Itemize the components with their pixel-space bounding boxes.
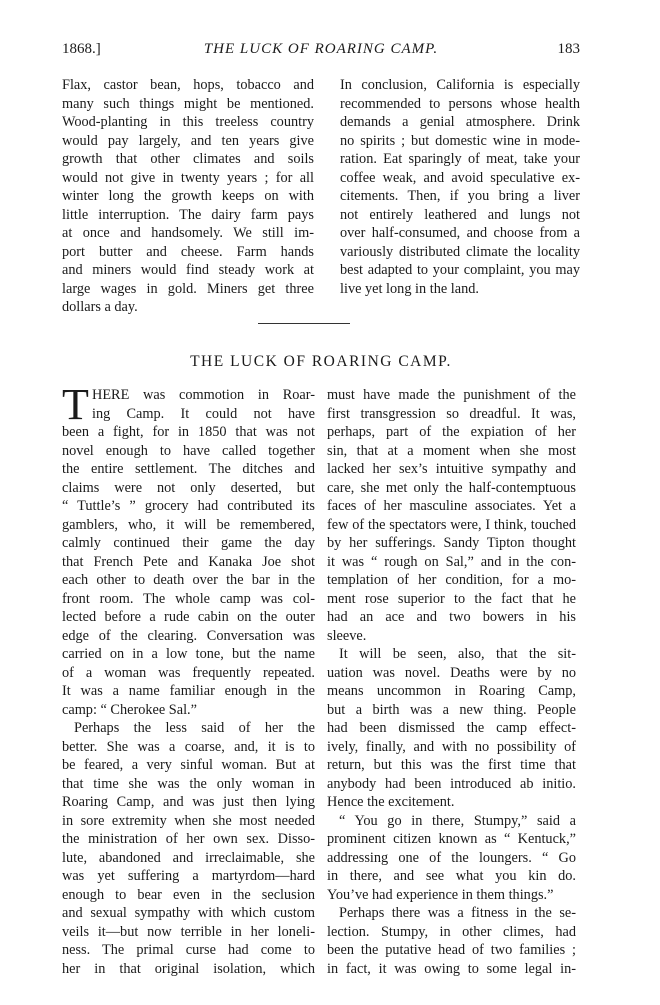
bottom-left-column [62,380,315,978]
text-line: that French Pete and Kanaka Joe shot [62,553,315,570]
text-line: dollars a day. [62,299,138,315]
text-line: lacked her sex’s intuitive sympathy and [327,461,576,477]
text-line: perhaps, part of the expiation of her [327,424,576,440]
text-line: growth that other climates and soils [62,151,314,167]
text-line: Flax, castor bean, hops, tobacco and [62,77,314,93]
text-line: in there, and see what you kin do. [327,868,576,884]
text-line: in fact, it was owing to some legal in- [327,960,576,977]
top-right-column [340,76,580,298]
text-line: lected before a rude cabin on the outer [62,609,315,625]
text-line: carried on in a low tone, but the name [62,646,315,662]
text-line: front room. The whole camp was col- [62,590,315,607]
text-line: large wages in gold. Miners get three [62,280,314,297]
top-left-column [62,76,314,317]
text-line: many such things might be mentioned. [62,95,314,112]
text-line: demands a genial atmosphere. Drink [340,114,580,130]
text-line: be feared, a very sinful woman. But at [62,757,315,773]
text-line: first transgression so dreadful. It was, [327,405,576,422]
text-line: In conclusion, California is especially [340,77,580,93]
drop-cap: T [62,380,89,429]
text-line: had an ace and two bowers in his [327,609,576,625]
section-divider [258,323,350,324]
text-line: care, she met only the half-contemptuous [327,479,576,496]
text-line: was yet suffering a martyrdom—hard [62,868,315,884]
text-line: Roaring Camp, and was just then lying [62,794,315,810]
text-line: variously distributed climate the locality [340,243,580,260]
text-line: It will be seen, also, that the sit- [339,646,576,662]
text-line: veils it—but now terrible in her loneli- [62,923,315,940]
text-line: better. She was a coarse, and, it is to [62,738,315,755]
text-line: enough to bear even in the seclusion [62,886,315,903]
text-line: the entire settlement. The ditches and [62,461,315,477]
text-line: coffee weak, and avoid speculative ex- [340,169,580,186]
text-line: gamblers, who, it will be remembered, [62,516,315,533]
text-line: uation was novel. Deaths were by no [327,664,576,681]
text-line: by her sufferings. Sandy Tipton thought [327,535,576,551]
text-line: claims were not only deserted, but [62,479,315,496]
text-line: that time she was the only woman in [62,775,315,792]
text-line: and sexual sympathy with which custom [62,905,315,921]
text-line: in sore extremity when she most needed [62,812,315,829]
text-line: would pay largely, and ten years give [62,132,314,149]
text-line: ness. The primal curse had come to [62,942,315,958]
text-line: her in that original isolation, which [62,960,315,977]
text-line: best adapted to your complaint, you may [340,262,580,278]
text-line: lute, abandoned and irreclaimable, she [62,849,315,866]
text-line: ment rose superior to the fact that he [327,590,576,607]
text-line: return, but this was the first time that [327,757,576,773]
running-head-year: 1868.] [62,41,101,57]
section-title: THE LUCK OF ROARING CAMP. [190,353,452,370]
text-line: recommended to persons whose health [340,95,580,112]
bottom-right-column [327,386,576,978]
text-line: lection. Stumpy, in other climes, had [327,923,576,940]
text-line: must have made the punishment of the [327,387,576,403]
text-line: prominent citizen known as “ Kentuck,” [327,831,576,847]
text-line: little interruption. The dairy farm pays [62,206,314,223]
text-line: not entirely leathered and lungs not [340,206,580,223]
text-line: ration. Eat sparingly of meat, take your [340,151,580,167]
text-line: port butter and cheese. Farm hands [62,243,314,260]
text-line: no spirits ; but domestic wine in mode- [340,132,580,149]
running-head-title: THE LUCK OF ROARING CAMP. [203,41,439,57]
text-line: calmly continued their game the day [62,535,315,551]
text-line: winter long the growth keeps on with [62,188,314,204]
text-line: been a fight, for in 1850 that was not [62,424,315,440]
text-line: HERE was commotion in Roar- [92,387,315,403]
text-line: at once and handsomely. We still im- [62,225,314,241]
text-line: over half-consumed, and choose from a [340,225,580,241]
text-line: edge of the clearing. Conversation was [62,627,315,644]
text-line: templation of her condition, for a mo- [327,572,576,588]
text-line: “ You go in there, Stumpy,” said a [339,812,576,829]
text-line: You’ve had experience in them things.” [327,886,554,903]
text-line: sin, that at a moment when she most [327,442,576,459]
text-line: Hence the excitement. [327,794,455,810]
text-line: Perhaps there was a fitness in the se- [339,905,576,921]
text-line: means uncommon in Roaring Camp, [327,683,576,699]
text-line: novel enough to have called together [62,442,315,459]
text-line: would not give in twenty years ; for all [62,169,314,186]
text-line: of a woman was frequently repeated. [62,664,315,681]
text-line: but a birth was a new thing. People [327,701,576,718]
text-line: ively, finally, and with no possibility of [327,738,576,755]
page-number: 183 [557,41,580,57]
text-line: sleeve. [327,627,367,644]
text-line: faces of her masculine associates. Yet a [327,498,576,514]
text-line: addressing one of the loungers. “ Go [327,849,576,866]
running-head [62,38,580,60]
text-line: Perhaps the less said of her the [74,720,315,736]
text-line: it was “ rough on Sal,” and in the con- [327,553,576,570]
text-line: ing Camp. It could not have [92,405,315,422]
text-line: few of the spectators were, I think, touched [327,516,576,533]
text-line: anybody had been introduced ab initio. [327,775,576,792]
text-line: camp: “ Cherokee Sal.” [62,701,197,718]
text-line: It was a name familiar enough in the [62,683,315,699]
text-line: citements. Then, if you bring a liver [340,188,580,204]
text-line: Wood-planting in this treeless country [62,114,314,130]
text-line: “ Tuttle’s ” grocery had contributed its [62,498,315,514]
text-line: the ministration of her own sex. Disso- [62,831,315,847]
text-line: live yet long in the land. [340,280,479,297]
text-line: been the putative head of two families ; [327,942,576,958]
text-line: had been dismissed the camp effect- [327,720,576,736]
text-line: each other to death over the bar in the [62,572,315,588]
text-line: and miners would find steady work at [62,262,314,278]
